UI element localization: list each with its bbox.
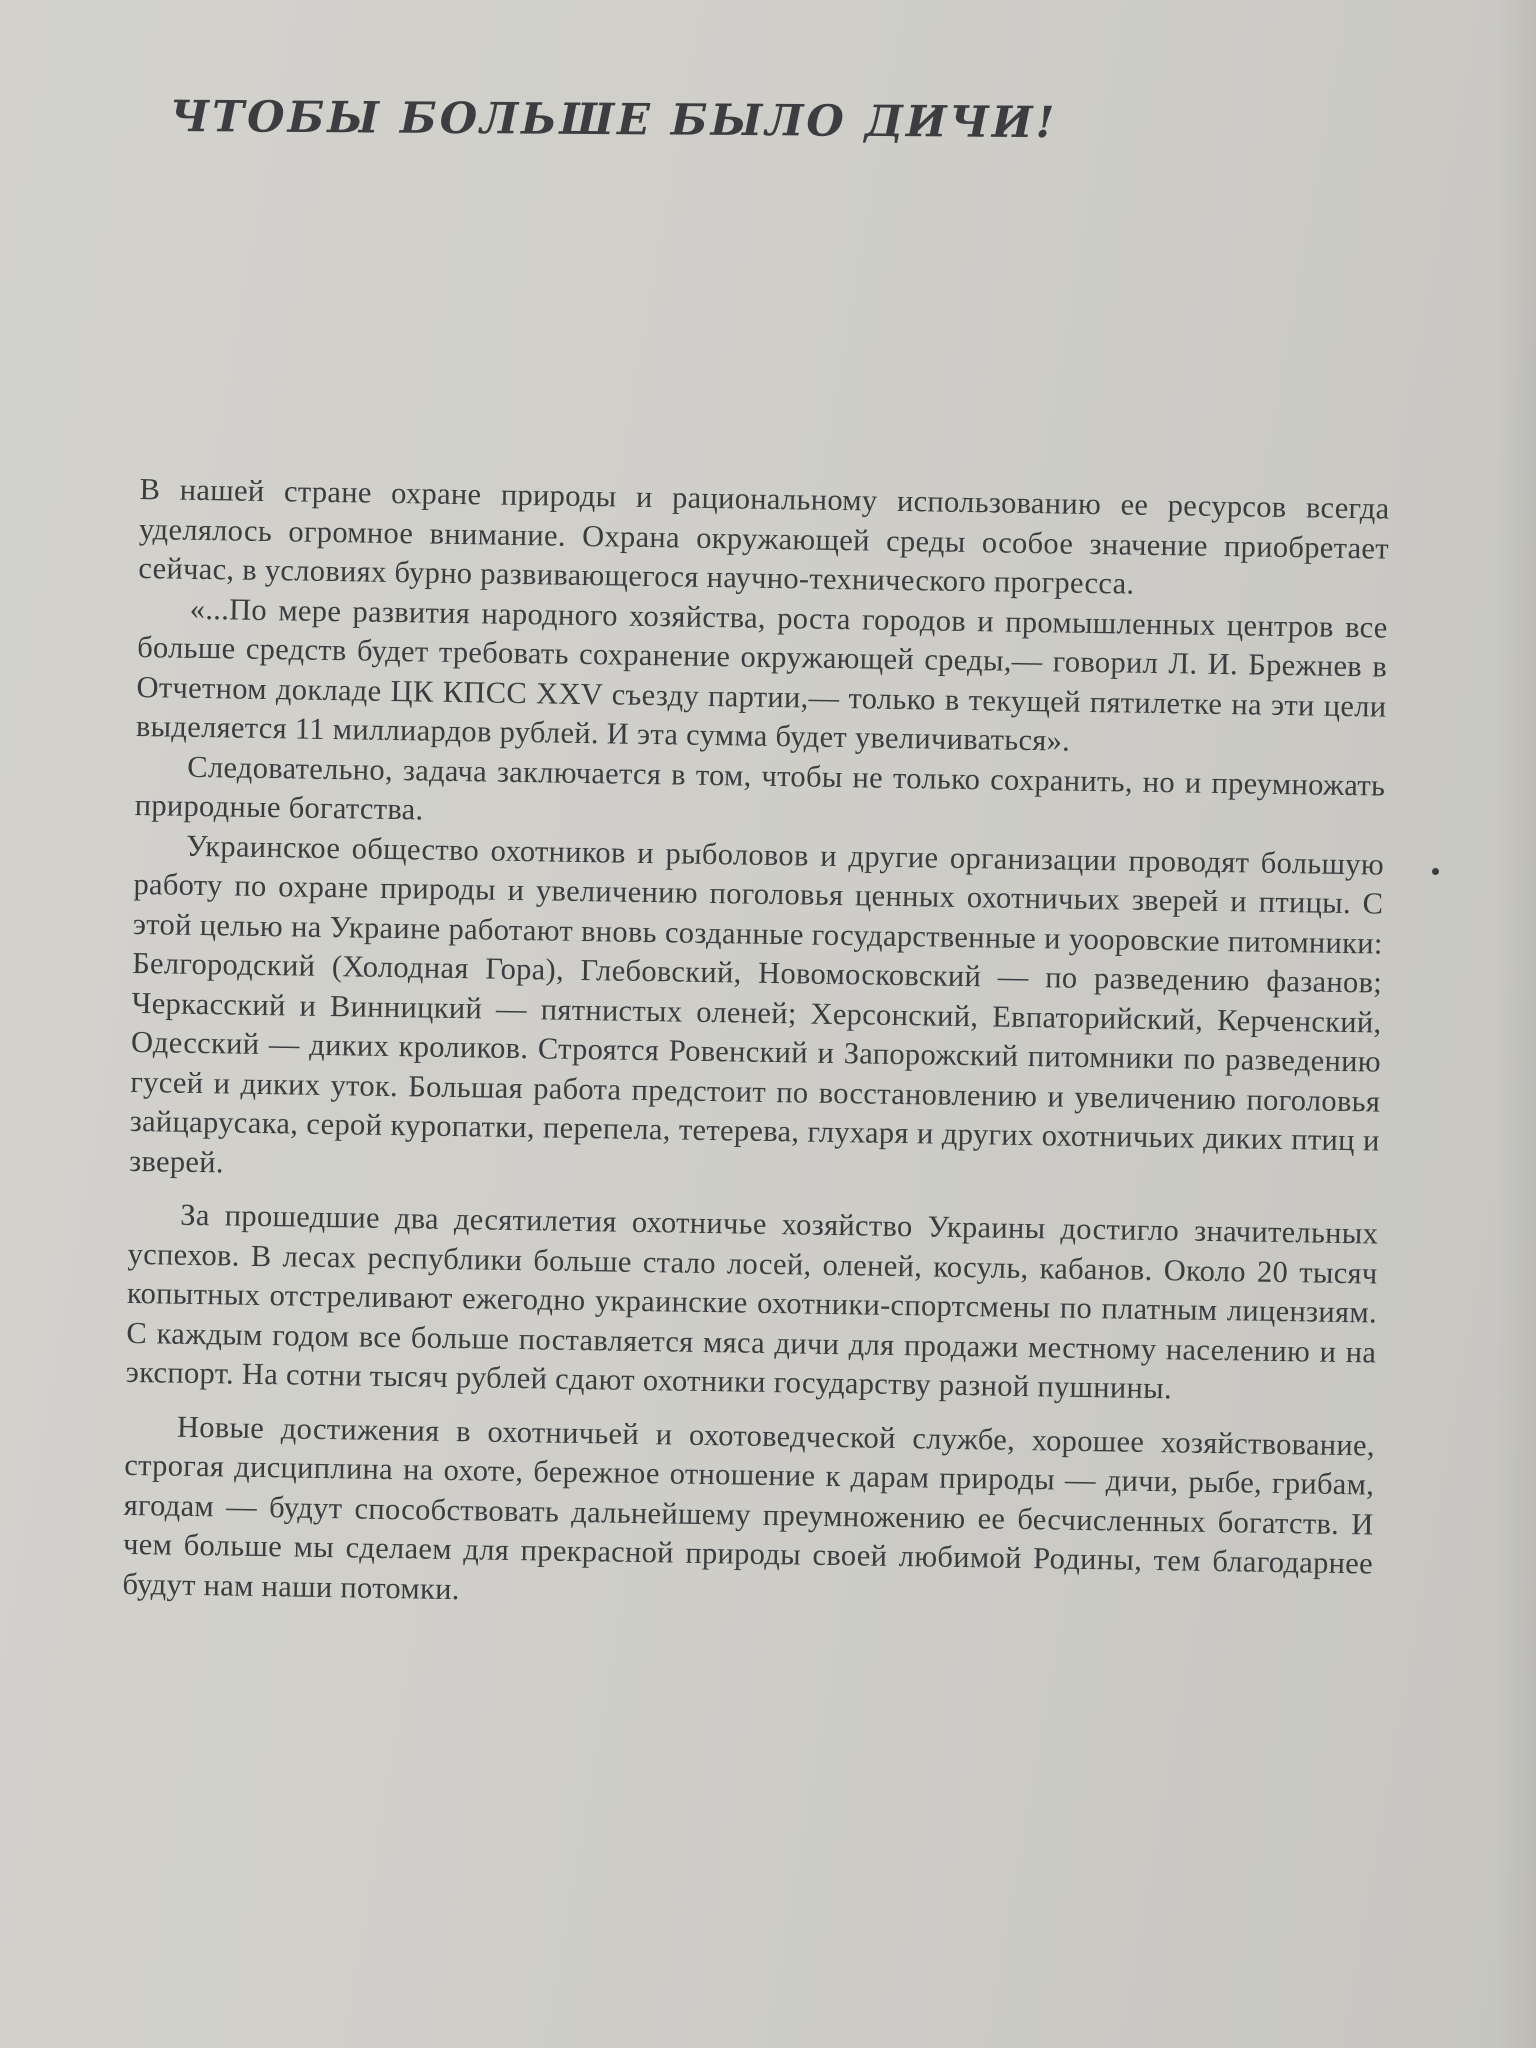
- paragraph-nurseries: Украинское общество охотников и рыболовов и другие организации проводят большую работу по охране природы и увеличению поголовья ценных охотничьих зверей и птицы. С этой целью на Украине работают вновь созданные государственные и уооровские питомники: Белгородский (Холодная Гора), Глебовский, Новомосковский — по разведению фазанов; Черкасский и Винницкий — пятнистых оленей; Херсонский, Евпаторийский, Керченский, Одесский — диких кроликов. Строятся Ровенский и Запорожский питомники по разведению гусей и диких уток. Большая работа предстоит по восстановлению и увеличению поголовья зайцарусака, серой куропатки, перепела, тетерева, глухаря и других охотничьих диких птиц и зверей.: [128, 828, 1385, 1179]
- page-title: ЧТОБЫ БОЛЬШЕ БЫЛО ДИЧИ!: [169, 92, 1058, 149]
- page-edge-shadow: [1496, 0, 1536, 2048]
- ink-speck: [1432, 868, 1439, 875]
- paragraph-intro: В нашей стране охране природы и рациональному использованию ее ресурсов всегда уделялось огромное внимание. Охрана окружающей среды особое значение приобретает сейчас, в условиях бурно развивающегося научно-технического прогресса.: [138, 471, 1390, 601]
- body-text: [122, 470, 1390, 1623]
- paragraph-quote: «...По мере развития народного хозяйства, роста городов и промышленных центров все больше средств будет требовать сохранение окружающей среды,— говорил Л. И. Брежнев в Отчетном докладе ЦК КПСС XXV съезду партии,— только в текущей пятилетке на эти цели выделяется 11 миллиардов рублей. И эта сумма будет увеличиваться».: [135, 591, 1388, 758]
- paragraph-achievements: За прошедшие два десятилетия охотничье хозяйство Украины достигло значительных успехов. В лесах республики больше стало лосей, оленей, косуль, кабанов. Около 20 тысяч копытных отстреливают ежегодно украинские охотники-спортсмены по платным лицензиям. С каждым годом все больше поставляется мяса дичи для продажи местному населению и на экспорт. На сотни тысяч рублей сдают охотники государству разной пушнины.: [125, 1197, 1379, 1406]
- paragraph-conclusion: Новые достижения в охотничьей и охотоведческой службе, хорошее хозяйствование, строгая дисциплина на охоте, бережное отношение к дарам природы — дичи, рыбе, грибам, ягодам — будут способствовать дальнейшему преумножению ее бесчисленных богатств. И чем больше мы сделаем для прекрасной природы своей любимой Родины, тем благодарнее будут нам наши потомки.: [122, 1409, 1376, 1606]
- paragraph-task: Следовательно, задача заключается в том, чтобы не только сохранить, но и преумножать природные богатства.: [134, 749, 1386, 827]
